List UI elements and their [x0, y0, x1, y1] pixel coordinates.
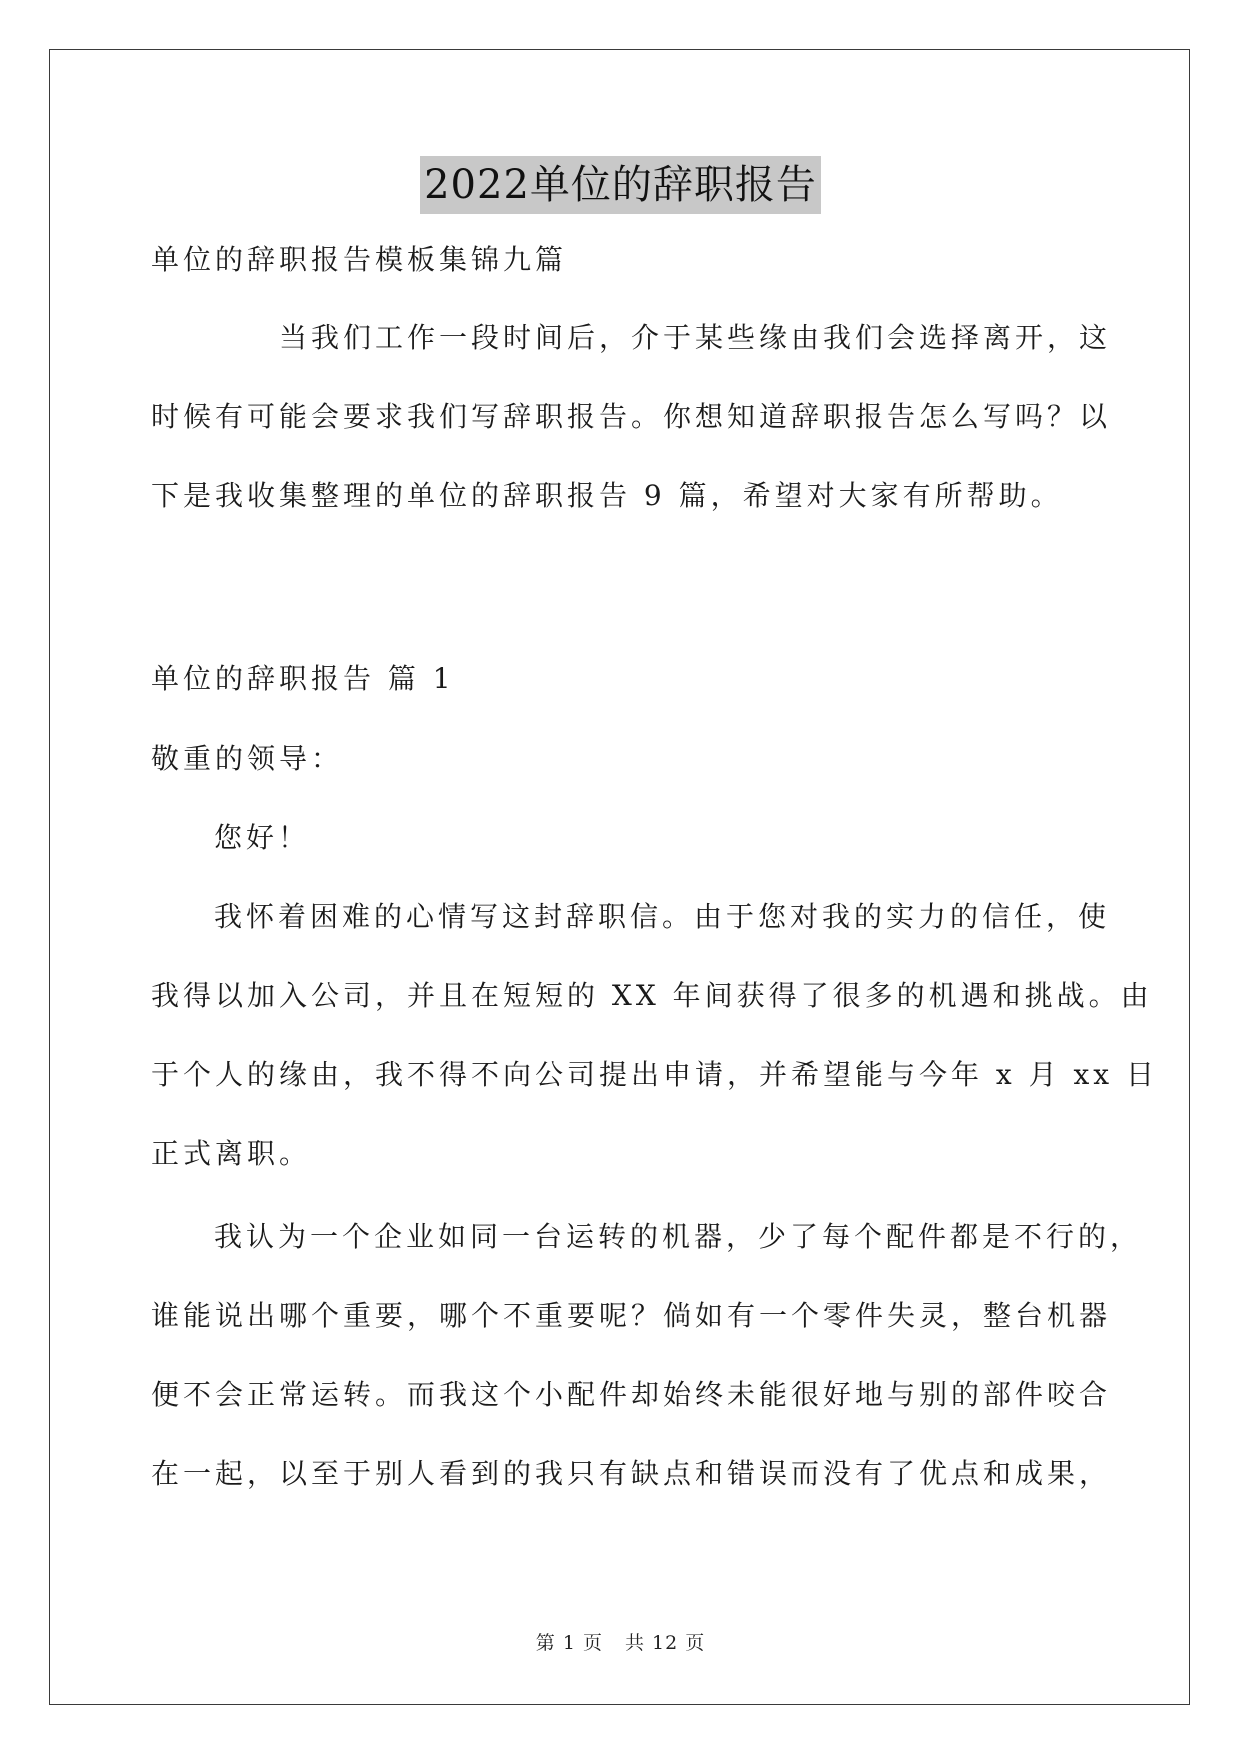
page-total: 共 12 页 [624, 1632, 706, 1654]
intro-line-1: 当我们工作一段时间后，介于某些缘由我们会选择离开，这 [279, 321, 1112, 354]
document-title: 2022单位的辞职报告 [420, 156, 821, 214]
paragraph1-line-4: 正式离职。 [151, 1137, 312, 1170]
paragraph1-line-2: 我得以加入公司，并且在短短的 XX 年间获得了很多的机遇和挑战。由 [151, 979, 1153, 1012]
salutation: 敬重的领导： [151, 742, 344, 775]
section-heading: 单位的辞职报告 篇 1 [151, 662, 455, 695]
page-footer [0, 1628, 1241, 1655]
intro-line-2: 时候有可能会要求我们写辞职报告。你想知道辞职报告怎么写吗？以 [151, 400, 1112, 433]
paragraph2-line-3: 便不会正常运转。而我这个小配件却始终未能很好地与别的部件咬合 [151, 1378, 1112, 1411]
page-number: 第 1 页 [535, 1632, 603, 1654]
greeting: 您好！ [214, 821, 311, 854]
intro-line-3: 下是我收集整理的单位的辞职报告 9 篇，希望对大家有所帮助。 [151, 479, 1063, 512]
paragraph2-line-4: 在一起，以至于别人看到的我只有缺点和错误而没有了优点和成果， [151, 1457, 1112, 1490]
paragraph2-line-2: 谁能说出哪个重要，哪个不重要呢？倘如有一个零件失灵，整台机器 [151, 1299, 1112, 1332]
paragraph2-line-1: 我认为一个企业如同一台运转的机器，少了每个配件都是不行的， [214, 1220, 1143, 1253]
document-subtitle: 单位的辞职报告模板集锦九篇 [151, 243, 568, 276]
paragraph1-line-1: 我怀着困难的心情写这封辞职信。由于您对我的实力的信任，使 [214, 900, 1111, 933]
document-body [151, 0, 1158, 1600]
paragraph1-line-3: 于个人的缘由，我不得不向公司提出申请，并希望能与今年 x 月 xx 日 [151, 1058, 1158, 1091]
